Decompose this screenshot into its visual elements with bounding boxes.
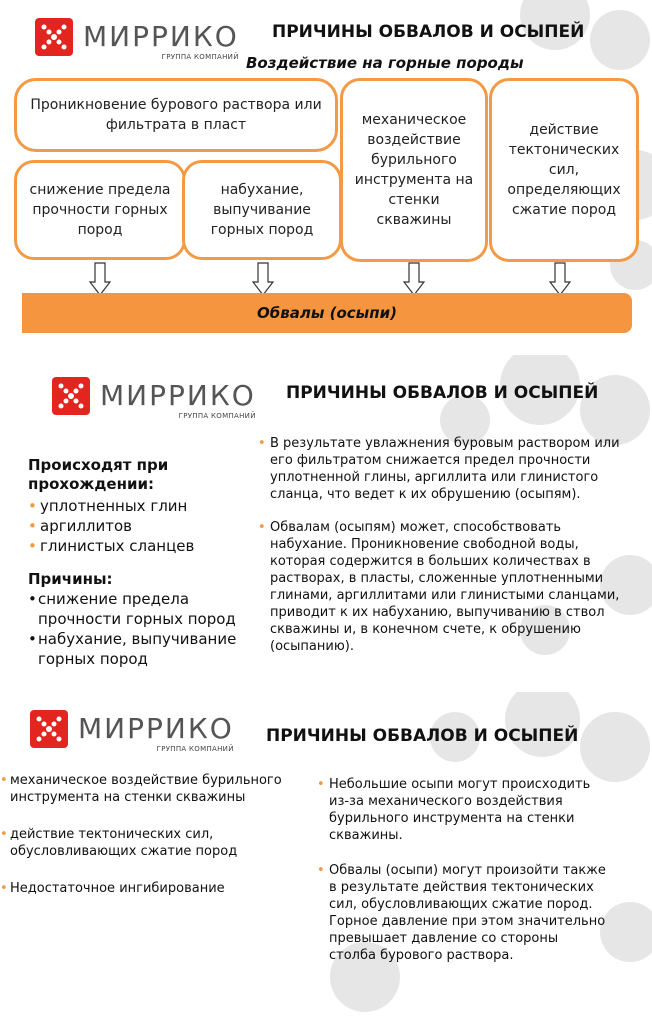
box-strength-reduction: снижение предела прочности горных пород xyxy=(14,160,186,260)
bullet-icon: • xyxy=(258,520,266,535)
paragraph: • Небольшие осыпи могут происходить из-за механического воздействия бурильного инструмента на стенки скважины. xyxy=(317,777,591,843)
reasons-heading: Причины: xyxy=(28,570,113,588)
reasons-block xyxy=(28,569,258,669)
bullet-icon: • xyxy=(28,497,37,515)
paragraph: • В результате увлажнения буровым раствором или его фильтратом снижается предел прочности уплотненной глины, аргиллита или глинистого сланца, что ведет к их обрушению (осыпям). xyxy=(258,436,620,502)
logo-mark-icon xyxy=(30,710,68,748)
bullet-icon: • xyxy=(28,537,37,555)
logo-subtitle: ГРУППА КОМПАНИЙ xyxy=(156,745,234,753)
bullet-icon: • xyxy=(0,773,8,788)
company-logo xyxy=(30,710,234,753)
occur-list xyxy=(28,496,258,556)
company-logo xyxy=(52,377,256,420)
list-item: • механическое воздействие бурильного инструмента на стенки скважины xyxy=(0,773,282,805)
decor-dot xyxy=(580,712,650,782)
slide-title: ПРИЧИНЫ ОБВАЛОВ И ОСЫПЕЙ xyxy=(272,22,585,42)
bullet-icon: • xyxy=(28,590,37,608)
down-arrow-icon xyxy=(89,262,111,296)
bullet-icon: • xyxy=(28,630,37,648)
logo-mark-icon xyxy=(35,18,73,56)
details-list xyxy=(317,776,607,964)
decor-dot xyxy=(590,10,650,70)
slide-subtitle: Воздействие на горные породы xyxy=(246,54,524,72)
bullet-icon: • xyxy=(0,827,8,842)
slide-2 xyxy=(0,355,652,690)
list-item: • аргиллитов xyxy=(28,517,133,535)
logo-name: МИРРИКО xyxy=(100,379,256,412)
logo-name: МИРРИКО xyxy=(83,20,239,53)
list-item: • действие тектонических сил, обусловливающих сжатие пород xyxy=(0,827,238,859)
occur-block xyxy=(28,456,258,556)
result-bar: Обвалы (осыпи) xyxy=(22,293,632,333)
bullet-icon: • xyxy=(28,517,37,535)
bullet-icon: • xyxy=(317,863,325,878)
paragraph: • Обвалы (осыпи) могут произойти также в результате действия тектонических сил, обусловливающих сжатие пород. Горное давление при этом значительно превышает давление со стороны столба бурового раствора. xyxy=(317,863,606,963)
decor-dot xyxy=(505,692,580,757)
explanation-block xyxy=(258,435,630,655)
causes-list xyxy=(0,772,290,897)
box-mechanical-impact: механическое воздействие бурильного инструмента на стенки скважины xyxy=(340,78,488,262)
slide-title: ПРИЧИНЫ ОБВАЛОВ И ОСЫПЕЙ xyxy=(266,726,579,746)
company-logo xyxy=(35,18,239,61)
logo-subtitle: ГРУППА КОМПАНИЙ xyxy=(161,53,239,61)
box-penetration: Проникновение бурового раствора или фильтрата в пласт xyxy=(14,78,338,152)
logo-mark-icon xyxy=(52,377,90,415)
occur-heading: Происходят при прохождении: xyxy=(28,456,169,493)
slide-3 xyxy=(0,692,652,1019)
decor-dot xyxy=(600,902,652,962)
down-arrow-icon xyxy=(403,262,425,296)
logo-name: МИРРИКО xyxy=(78,712,234,745)
list-item: • глинистых сланцев xyxy=(28,537,195,555)
list-item: • Недостаточное ингибирование xyxy=(0,881,225,896)
list-item: • снижение предела прочности горных пород xyxy=(28,590,236,628)
list-item: • набухание, выпучивание горных пород xyxy=(28,630,237,668)
box-tectonic-forces: действие тектонических сил, определяющих сжатие пород xyxy=(489,78,639,262)
logo-subtitle: ГРУППА КОМПАНИЙ xyxy=(178,412,256,420)
down-arrow-icon xyxy=(252,262,274,296)
slide-title: ПРИЧИНЫ ОБВАЛОВ И ОСЫПЕЙ xyxy=(286,383,599,403)
down-arrow-icon xyxy=(549,262,571,296)
box-swelling: набухание, выпучивание горных пород xyxy=(182,160,342,260)
slide-1 xyxy=(0,0,652,350)
reasons-list xyxy=(28,589,258,669)
list-item: • уплотненных глин xyxy=(28,497,188,515)
bullet-icon: • xyxy=(258,436,266,451)
bullet-icon: • xyxy=(0,881,8,896)
paragraph: • Обвалам (осыпям) может, способствовать набухание. Проникновение свободной воды, которая содержится в больших количествах в растворах, в пласты, сложенные уплотненными глинами, аргиллитами или глинистыми сланцами, приводит к их набуханию, выпучиванию в ствол скважины и, в конечном счете, к обрушению (осыпанию). xyxy=(258,520,620,654)
bullet-icon: • xyxy=(317,777,325,792)
